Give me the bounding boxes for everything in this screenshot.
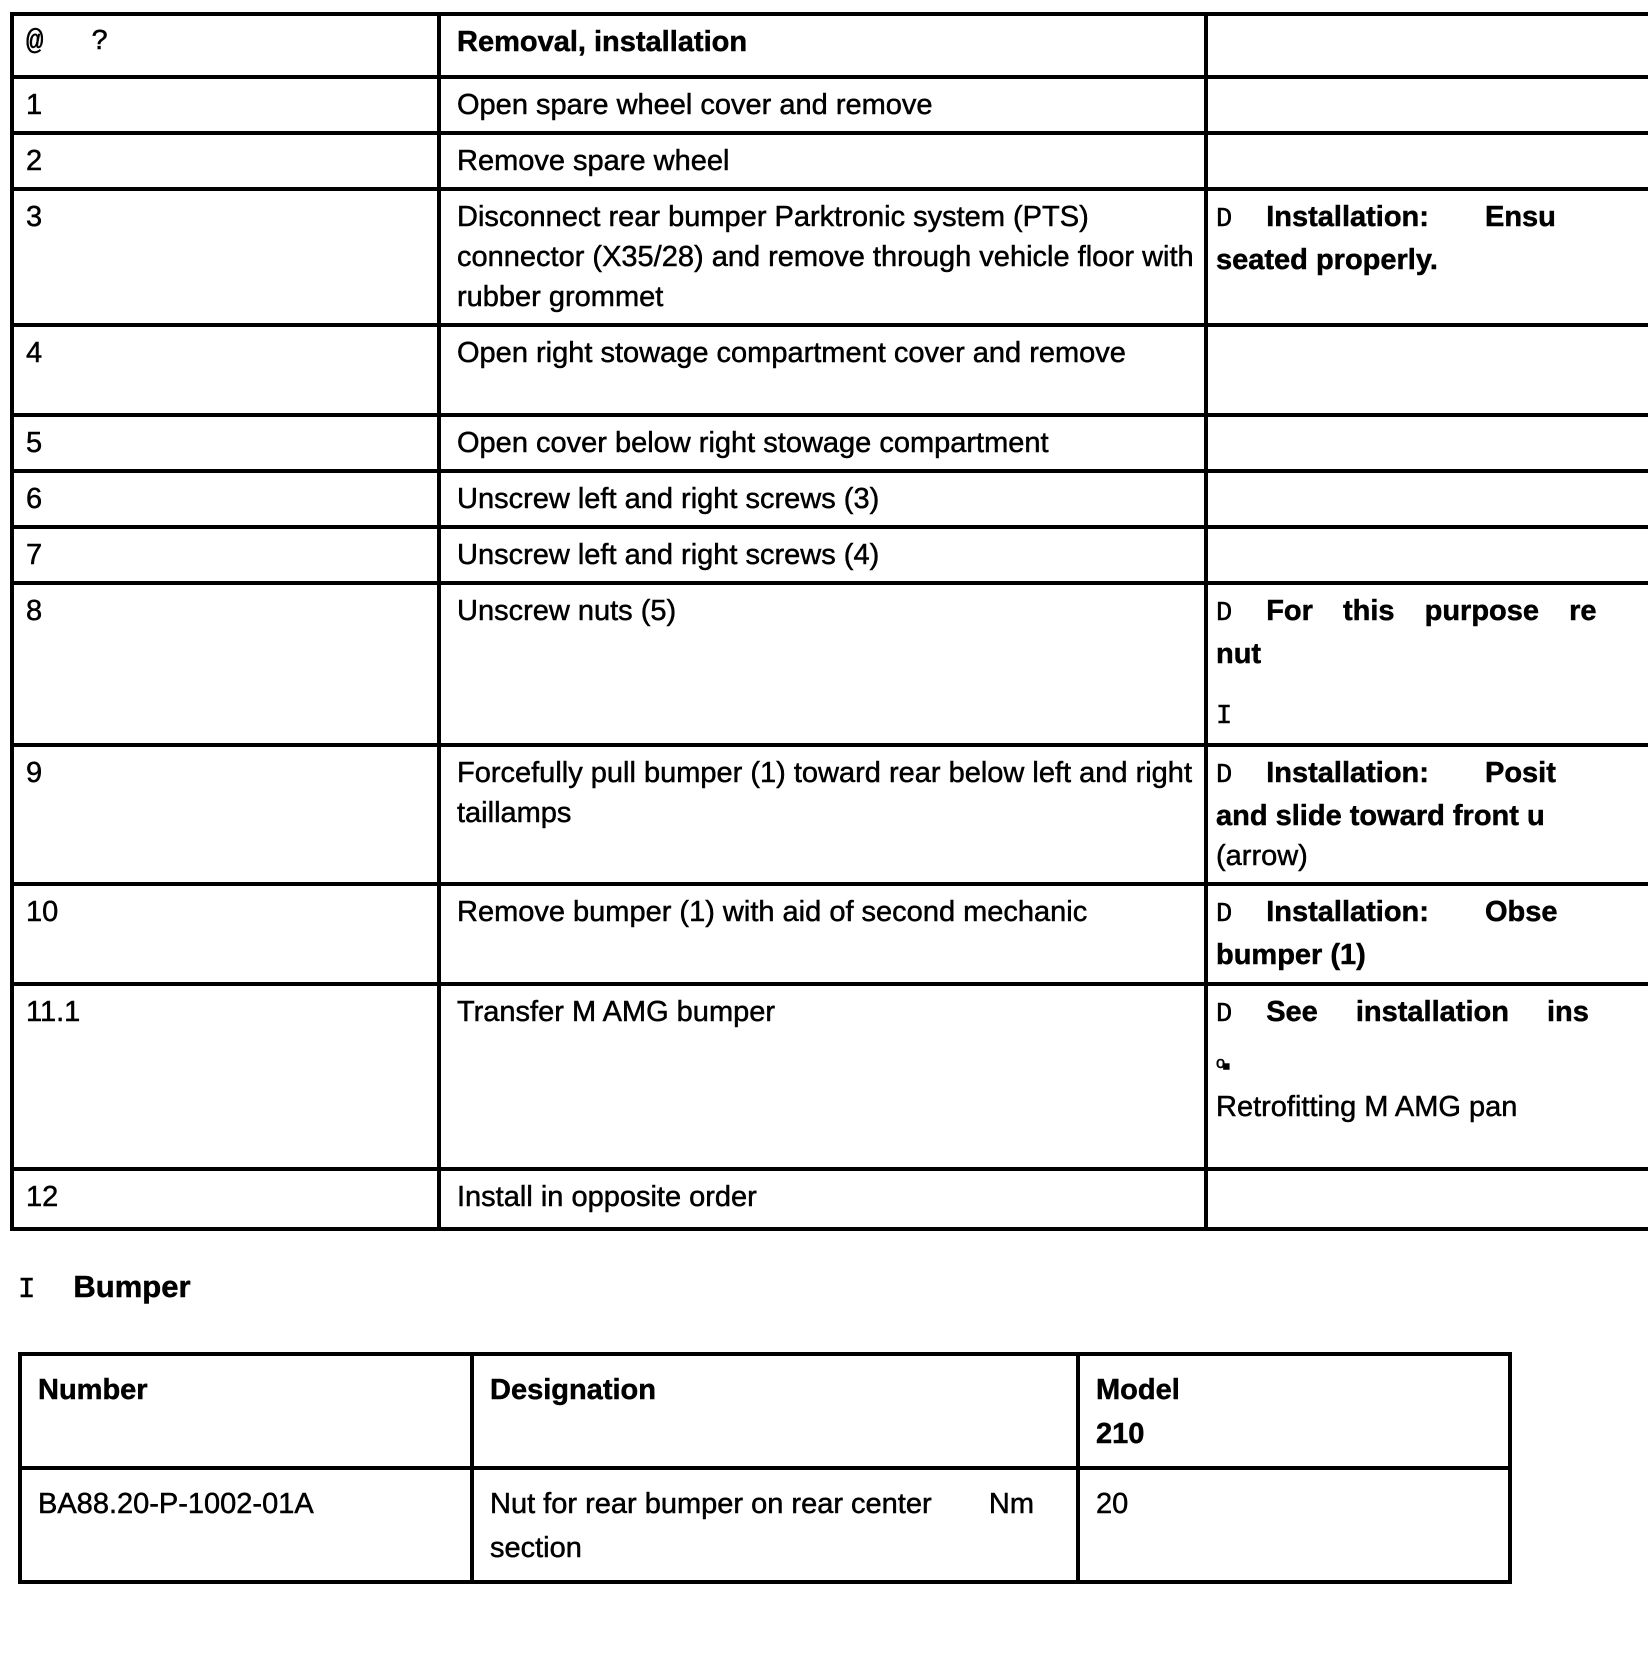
procedure-row xyxy=(12,189,1648,325)
torque-row xyxy=(20,1468,1510,1582)
note-line xyxy=(1216,197,1648,240)
note-text: See installation xyxy=(1266,996,1509,1028)
procedure-header-row xyxy=(12,14,1648,77)
step-number-cell: 6 xyxy=(12,471,439,527)
note-text: ins xyxy=(1547,996,1589,1028)
at-icon: @ xyxy=(26,25,44,58)
note-cell xyxy=(1206,415,1648,471)
step-number-cell: 8 xyxy=(12,583,439,745)
procedure-row xyxy=(12,415,1648,471)
action-cell: Remove bumper (1) with aid of second mechanic xyxy=(439,884,1206,984)
note-reference-text: Retrofitting M AMG pan xyxy=(1216,1091,1518,1123)
procedure-row xyxy=(12,325,1648,415)
note-line xyxy=(1216,753,1648,796)
action-cell: Unscrew nuts (5) xyxy=(439,583,1206,745)
note-text: For this xyxy=(1266,595,1395,627)
procedure-row xyxy=(12,1169,1648,1229)
note-line: and slide toward front u xyxy=(1216,800,1545,832)
step-number-cell: 5 xyxy=(12,415,439,471)
action-cell: Forcefully pull bumper (1) toward rear below left and right taillamps xyxy=(439,745,1206,884)
note-line: bumper (1) xyxy=(1216,939,1366,971)
model-header-line2: 210 xyxy=(1096,1418,1145,1450)
note-keyword: Installation: xyxy=(1266,757,1429,789)
info-icon: I xyxy=(18,1273,36,1306)
step-number-cell: 12 xyxy=(12,1169,439,1229)
section-heading xyxy=(18,1269,1648,1306)
procedure-row xyxy=(12,583,1648,745)
note-line xyxy=(1216,694,1648,737)
step-number-cell: 7 xyxy=(12,527,439,583)
action-cell: Open spare wheel cover and remove xyxy=(439,77,1206,133)
note-bullet-icon: D xyxy=(1216,900,1233,930)
note-cell xyxy=(1206,745,1648,884)
procedure-row xyxy=(12,745,1648,884)
note-line xyxy=(1216,591,1648,634)
note-line: seated properly. xyxy=(1216,244,1438,276)
action-cell: Open right stowage compartment cover and remove xyxy=(439,325,1206,415)
note-cell xyxy=(1206,583,1648,745)
torque-designation-cell xyxy=(472,1468,1078,1582)
action-cell: Unscrew left and right screws (4) xyxy=(439,527,1206,583)
note-cell xyxy=(1206,471,1648,527)
note-cell xyxy=(1206,133,1648,189)
note-cell xyxy=(1206,325,1648,415)
designation-text: Nut for rear bumper on rear center section xyxy=(490,1488,932,1564)
procedure-title: Removal, installation xyxy=(439,14,1206,77)
step-number-cell: 2 xyxy=(12,133,439,189)
note-keyword: Installation: xyxy=(1266,896,1429,928)
note-text: Ensu xyxy=(1485,201,1556,233)
action-cell: Open cover below right stowage compartment xyxy=(439,415,1206,471)
section-title: Bumper xyxy=(73,1269,191,1304)
action-cell: Transfer M AMG bumper xyxy=(439,984,1206,1169)
step-number-cell: 11.1 xyxy=(12,984,439,1169)
note-line: nut xyxy=(1216,638,1262,670)
procedure-row xyxy=(12,77,1648,133)
torque-number-cell: BA88.20-P-1002-01A xyxy=(20,1468,472,1582)
torque-table xyxy=(18,1352,1512,1584)
procedure-row xyxy=(12,133,1648,189)
note-cell xyxy=(1206,77,1648,133)
note-text: Obse xyxy=(1485,896,1558,928)
info-icon: I xyxy=(1216,702,1233,732)
note-keyword: Installation: xyxy=(1266,201,1429,233)
action-cell: Disconnect rear bumper Parktronic system (PTS) connector (X35/28) and remove through vehicle floor with rubber grommet xyxy=(439,189,1206,325)
note-bullet-icon: D xyxy=(1216,205,1233,235)
note-bullet-icon: D xyxy=(1216,1000,1233,1030)
note-header-cell xyxy=(1206,14,1648,77)
unit-label: Nm xyxy=(988,1488,1034,1520)
reference-symbol-icon: ᵒ▪ xyxy=(1216,1053,1228,1080)
header-symbols-cell xyxy=(12,14,439,77)
action-cell: Install in opposite order xyxy=(439,1169,1206,1229)
designation-column-header: Designation xyxy=(472,1354,1078,1468)
procedure-row xyxy=(12,471,1648,527)
step-number-cell: 4 xyxy=(12,325,439,415)
model-header-line1: Model xyxy=(1096,1374,1180,1406)
step-number-cell: 10 xyxy=(12,884,439,984)
torque-header-row xyxy=(20,1354,1510,1468)
procedure-row xyxy=(12,884,1648,984)
action-cell: Remove spare wheel xyxy=(439,133,1206,189)
note-text: purpose re xyxy=(1424,595,1597,627)
model-column-header xyxy=(1078,1354,1510,1468)
note-cell xyxy=(1206,1169,1648,1229)
question-icon: ? xyxy=(91,25,109,58)
step-number-cell: 9 xyxy=(12,745,439,884)
step-number-cell: 3 xyxy=(12,189,439,325)
procedure-table xyxy=(10,12,1648,1231)
note-cell xyxy=(1206,527,1648,583)
note-line xyxy=(1216,892,1648,935)
number-column-header: Number xyxy=(20,1354,472,1468)
step-number-cell: 1 xyxy=(12,77,439,133)
action-cell: Unscrew left and right screws (3) xyxy=(439,471,1206,527)
procedure-row xyxy=(12,984,1648,1169)
note-cell xyxy=(1206,984,1648,1169)
procedure-row xyxy=(12,527,1648,583)
note-cell xyxy=(1206,884,1648,984)
note-cell xyxy=(1206,189,1648,325)
note-text: Posit xyxy=(1485,757,1556,789)
note-line xyxy=(1216,992,1648,1035)
torque-value-cell: 20 xyxy=(1078,1468,1510,1582)
note-line: (arrow) xyxy=(1216,840,1308,872)
note-bullet-icon: D xyxy=(1216,761,1233,791)
note-bullet-icon: D xyxy=(1216,599,1233,629)
